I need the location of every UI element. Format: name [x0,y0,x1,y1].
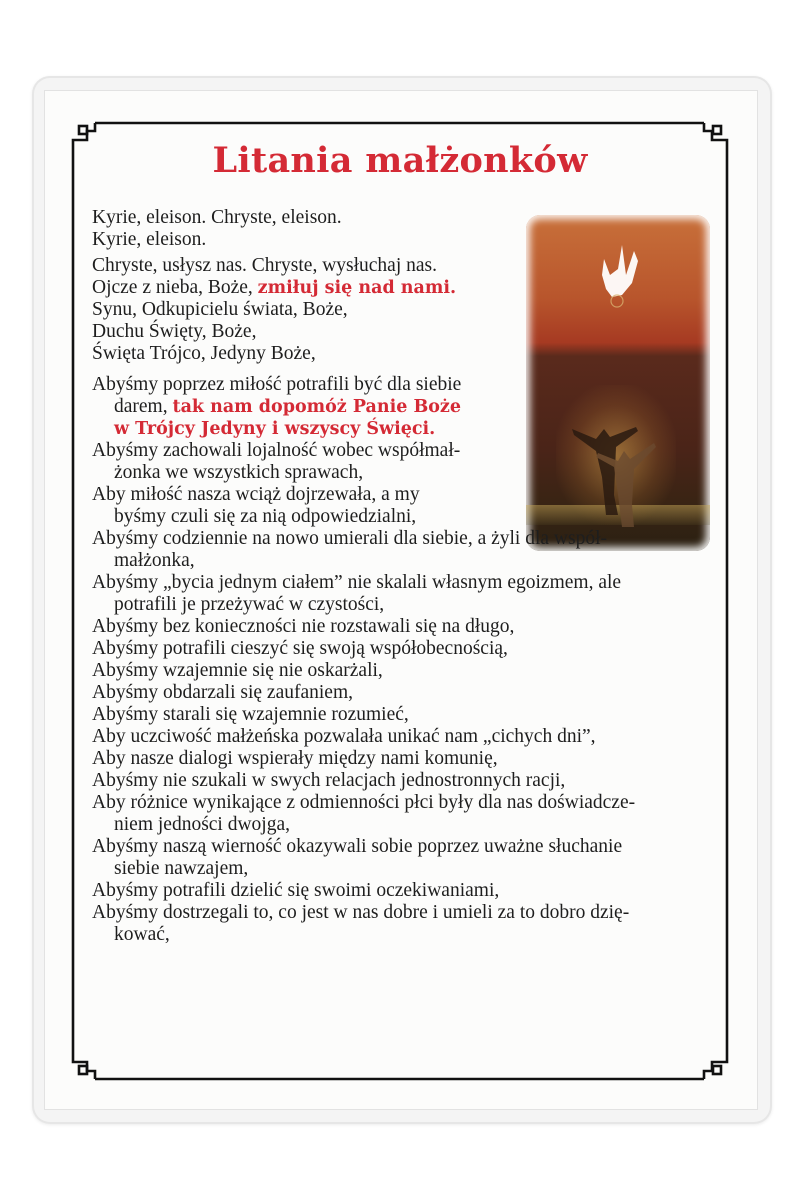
opening-line: Kyrie, eleison. [92,229,207,250]
petition-line: Abyśmy wzajemnie się nie oskarżali, [92,660,383,681]
petition-line: Aby miłość nasza wciąż dojrzewała, a my [92,484,420,505]
petition-line: Aby różnice wynikające z odmienności płci były dla nas doświadcze- [92,792,636,813]
petition-line: byśmy czuli się za nią odpowiedzialni, [114,506,417,527]
petition-line: Abyśmy dostrzegali to, co jest w nas dobre i umieli za to dobro dzię- [92,902,630,923]
invocation-line: Chryste, usłysz nas. Chryste, wysłuchaj nas. [92,255,438,276]
invocation-line: Synu, Odkupicielu świata, Boże, [92,299,348,320]
petition-line: Abyśmy nie szukali w swych relacjach jednostronnych racji, [92,770,566,791]
petition-line: Abyśmy potrafili cieszyć się swoją współobecnością, [92,638,508,659]
petition-line: małżonka, [114,550,195,571]
petition-line: niem jedności dwojga, [114,814,291,835]
invocation-line [92,277,732,299]
petition-line: Abyśmy codziennie na nowo umierali dla siebie, a żyli dla współ- [92,528,607,549]
petition-line: Aby nasze dialogi wspierały między nami komunię, [92,748,498,769]
invocation-text: Ojcze z nieba, Boże, [92,277,258,298]
petition-line [92,396,732,418]
petition-line: Abyśmy „bycia jednym ciałem” nie skalali własnym egoizmem, ale [92,572,622,593]
petition-line: Abyśmy bez konieczności nie rozstawali się na długo, [92,616,515,637]
petition-line: Abyśmy naszą wierność okazywali sobie poprzez uważne słuchanie [92,836,623,857]
petition-line: Abyśmy obdarzali się zaufaniem, [92,682,353,703]
petition-line: Abyśmy zachowali lojalność wobec współmał- [92,440,461,461]
litany-text [92,207,732,946]
invocation-line: Święta Trójco, Jedyny Boże, [92,343,316,364]
opening-line: Kyrie, eleison. Chryste, eleison. [92,207,342,228]
invocation-line: Duchu Święty, Boże, [92,321,257,342]
petition-line: Abyśmy starali się wzajemnie rozumieć, [92,704,409,725]
petition-line: siebie nawzajem, [114,858,249,879]
petition-line: Aby uczciwość małżeńska pozwalała unikać nam „cichych dni”, [92,726,596,747]
petition-line: kować, [114,924,170,945]
petition-text: darem, [114,396,173,417]
page-title: Litania małżonków [212,140,588,181]
response-text: zmiłuj się nad nami. [257,278,457,298]
response-text: tak nam dopomóż Panie Boże [172,397,461,417]
petition-line: Abyśmy poprzez miłość potrafili być dla siebie [92,374,462,395]
petition-line: potrafili je przeżywać w czystości, [114,594,385,615]
response-text: w Trójcy Jedyny i wszyscy Święci. [114,419,436,439]
petition-line: Abyśmy potrafili dzielić się swoimi oczekiwaniami, [92,880,500,901]
petition-line: żonka we wszystkich sprawach, [114,462,364,483]
